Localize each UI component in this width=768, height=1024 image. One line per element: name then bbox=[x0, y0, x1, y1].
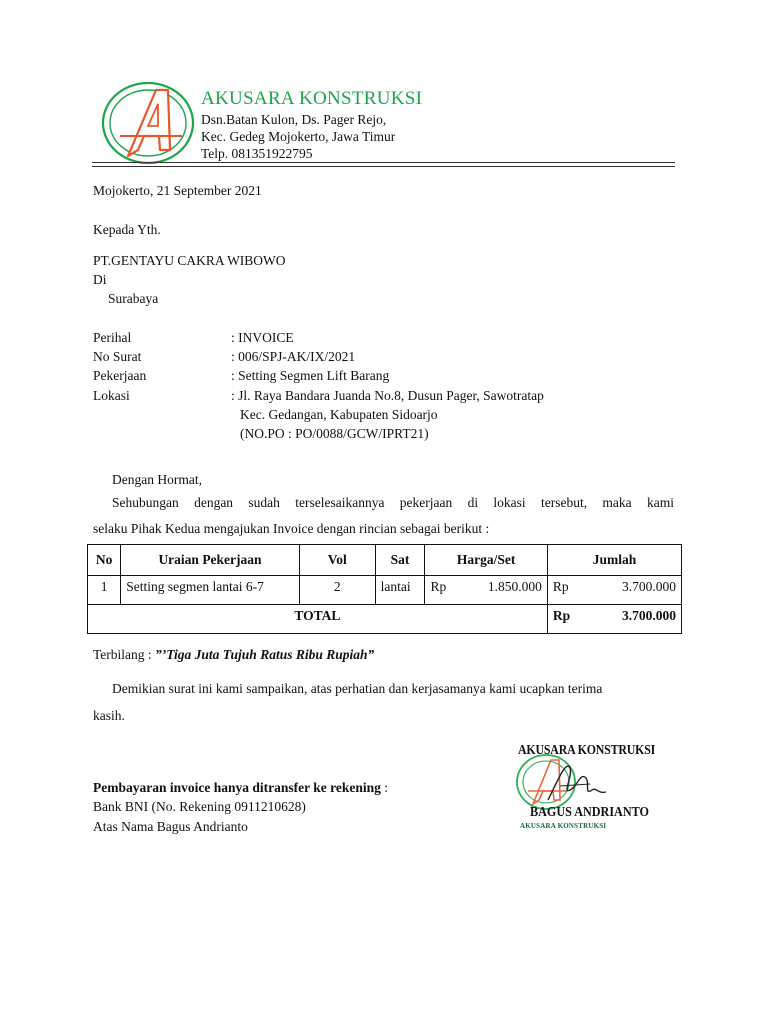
company-name: AKUSARA KONSTRUKSI bbox=[201, 88, 423, 109]
to-label: Kepada Yth. bbox=[93, 222, 161, 237]
cell-uraian: Setting segmen lantai 6-7 bbox=[121, 576, 300, 605]
cell-harga-value: 1.850.000 bbox=[487, 579, 542, 594]
place-date: Mojokerto, 21 September 2021 bbox=[93, 183, 262, 198]
company-address-line1: Dsn.Batan Kulon, Ds. Pager Rejo, bbox=[201, 112, 387, 127]
lokasi-label: Lokasi bbox=[93, 388, 130, 403]
signature-company: AKUSARA KONSTRUKSI bbox=[518, 742, 656, 757]
col-header-no: No bbox=[88, 545, 121, 576]
account-name: Atas Nama Bagus Andrianto bbox=[93, 819, 248, 834]
company-address-line2: Kec. Gedeg Mojokerto, Jawa Timur bbox=[201, 129, 396, 144]
perihal-label: Perihal bbox=[93, 330, 132, 345]
cell-harga-currency: Rp bbox=[430, 579, 447, 594]
nosurat-value: : 006/SPJ-AK/IX/2021 bbox=[231, 349, 356, 364]
cell-vol: 2 bbox=[299, 576, 375, 605]
table-total-row bbox=[88, 605, 682, 634]
col-header-harga: Harga/Set bbox=[425, 545, 547, 576]
header-divider-thin bbox=[92, 166, 675, 167]
table-row bbox=[88, 576, 682, 605]
bank-account: Bank BNI (No. Rekening 0911210628) bbox=[93, 799, 306, 814]
greeting: Dengan Hormat, bbox=[112, 472, 202, 487]
perihal-value: : INVOICE bbox=[231, 330, 294, 345]
total-label: TOTAL bbox=[88, 605, 548, 634]
cell-no: 1 bbox=[88, 576, 121, 605]
payment-colon: : bbox=[380, 780, 389, 795]
cell-sat: lantai bbox=[375, 576, 425, 605]
pekerjaan-label: Pekerjaan bbox=[93, 368, 147, 383]
recipient-name: PT.GENTAYU CAKRA WIBOWO bbox=[93, 253, 286, 268]
header-divider-thick bbox=[92, 162, 675, 163]
recipient-city: Surabaya bbox=[108, 291, 159, 306]
lokasi-value-line2: Kec. Gedangan, Kabupaten Sidoarjo bbox=[240, 407, 438, 422]
col-header-sat: Sat bbox=[375, 545, 425, 576]
terbilang-label: Terbilang : bbox=[93, 647, 156, 662]
company-logo-icon bbox=[100, 80, 196, 166]
cell-jumlah-value: 3.700.000 bbox=[622, 579, 676, 594]
table-header-row bbox=[88, 545, 682, 576]
col-header-jumlah: Jumlah bbox=[547, 545, 681, 576]
invoice-table bbox=[87, 544, 682, 634]
pekerjaan-value: : Setting Segmen Lift Barang bbox=[231, 368, 390, 383]
signatory-name: BAGUS ANDRIANTO bbox=[530, 804, 649, 819]
lokasi-value-line1: : Jl. Raya Bandara Juanda No.8, Dusun Pager, Sawotratap bbox=[231, 388, 544, 403]
nosurat-label: No Surat bbox=[93, 349, 142, 364]
cell-jumlah bbox=[547, 576, 681, 605]
cell-jumlah-currency: Rp bbox=[552, 579, 569, 594]
terbilang bbox=[93, 646, 374, 664]
payment-instruction bbox=[93, 779, 388, 797]
handwritten-signature-icon bbox=[540, 750, 610, 810]
terbilang-value: ”’Tiga Juta Tujuh Ratus Ribu Rupiah” bbox=[155, 647, 375, 662]
closing-line2: kasih. bbox=[93, 708, 125, 723]
total-value: 3.700.000 bbox=[622, 608, 676, 623]
closing-line1: Demikian surat ini kami sampaikan, atas perhatian dan kerjasamanya kami ucapkan terima bbox=[112, 681, 603, 696]
di-label: Di bbox=[93, 272, 107, 287]
stamp-company-text: AKUSARA KONSTRUKSI bbox=[520, 822, 607, 830]
company-phone: Telp. 081351922795 bbox=[201, 146, 313, 161]
col-header-uraian: Uraian Pekerjaan bbox=[121, 545, 300, 576]
cell-harga bbox=[425, 576, 547, 605]
intro-line2: selaku Pihak Kedua mengajukan Invoice dengan rincian sebagai berikut : bbox=[93, 521, 490, 536]
col-header-vol: Vol bbox=[299, 545, 375, 576]
intro-line1: Sehubungan dengan sudah terselesaikannya pekerjaan di lokasi tersebut, maka kami bbox=[112, 495, 674, 510]
payment-title: Pembayaran invoice hanya ditransfer ke rekening bbox=[93, 780, 381, 795]
total-currency: Rp bbox=[552, 608, 571, 623]
lokasi-value-line3: (NO.PO : PO/0088/GCW/IPRT21) bbox=[240, 426, 429, 441]
total-cell bbox=[547, 605, 681, 634]
